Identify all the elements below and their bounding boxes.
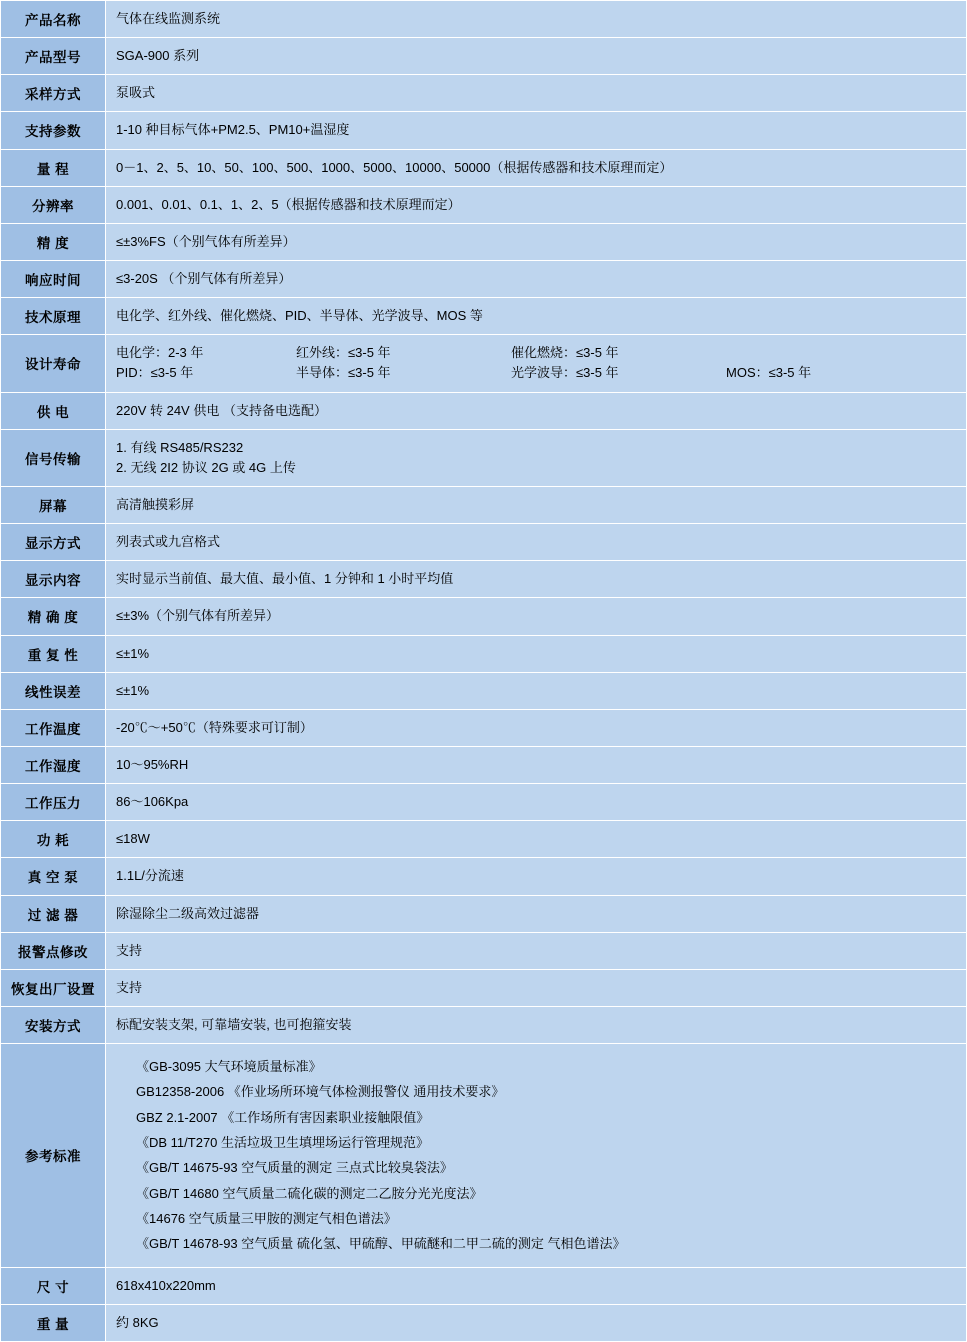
standard-item: 《14676 空气质量三甲胺的测定气相色谱法》 <box>136 1211 397 1227</box>
row-value-design-lifespan <box>106 335 967 392</box>
row-value-working-temperature: -20℃～+50℃（特殊要求可订制） <box>106 709 967 746</box>
table-row <box>1 38 967 75</box>
table-row <box>1 932 967 969</box>
row-value-power-supply: 220V 转 24V 供电 （支持备电选配） <box>106 392 967 429</box>
table-row <box>1 1304 967 1341</box>
signal-transmission-line-1: 1. 有线 RS485/RS232 <box>116 439 244 455</box>
row-label-power-supply: 供 电 <box>1 392 106 429</box>
lifespan-optical-waveguide: 光学波导：≤3-5 年 <box>511 365 619 381</box>
table-row <box>1 969 967 1006</box>
table-row <box>1 1267 967 1304</box>
row-label-working-temperature: 工作温度 <box>1 709 106 746</box>
row-label-supported-parameters: 支持参数 <box>1 112 106 149</box>
table-row <box>1 392 967 429</box>
table-row <box>1 186 967 223</box>
table-row <box>1 524 967 561</box>
row-value-weight: 约 8KG <box>106 1304 967 1341</box>
table-row <box>1 746 967 783</box>
row-value-precision: ≤±3%（个别气体有所差异） <box>106 598 967 635</box>
signal-transmission-line-2: 2. 无线 2I2 协议 2G 或 4G 上传 <box>116 459 296 475</box>
lifespan-pid: PID：≤3-5 年 <box>116 365 194 381</box>
table-row <box>1 223 967 260</box>
row-value-working-humidity: 10～95%RH <box>106 746 967 783</box>
table-row <box>1 858 967 895</box>
table-row <box>1 1006 967 1043</box>
table-row <box>1 335 967 392</box>
row-value-range: 0－1、2、5、10、50、100、500、1000、5000、10000、50000（根据传感器和技术原理而定） <box>106 149 967 186</box>
row-label-product-model: 产品型号 <box>1 38 106 75</box>
table-row <box>1 298 967 335</box>
spec-table-body <box>1 1 967 1342</box>
table-row <box>1 709 967 746</box>
lifespan-grid <box>116 343 956 383</box>
lifespan-row <box>116 363 956 383</box>
row-label-power-consumption: 功 耗 <box>1 821 106 858</box>
table-row <box>1 672 967 709</box>
row-value-reference-standards <box>106 1044 967 1268</box>
row-value-power-consumption: ≤18W <box>106 821 967 858</box>
standard-item: 《GB-3095 大气环境质量标准》 <box>136 1059 322 1075</box>
standard-item: 《GB/T 14675-93 空气质量的测定 三点式比较臭袋法》 <box>136 1160 453 1176</box>
table-row <box>1 561 967 598</box>
row-label-product-name: 产品名称 <box>1 1 106 38</box>
row-value-display-content: 实时显示当前值、最大值、最小值、1 分钟和 1 小时平均值 <box>106 561 967 598</box>
row-label-alarm-point-modification: 报警点修改 <box>1 932 106 969</box>
table-row <box>1 75 967 112</box>
table-row <box>1 635 967 672</box>
lifespan-mos: MOS：≤3-5 年 <box>726 365 812 381</box>
row-value-accuracy: ≤±3%FS（个别气体有所差异） <box>106 223 967 260</box>
row-value-factory-reset: 支持 <box>106 969 967 1006</box>
table-row <box>1 598 967 635</box>
row-value-product-name: 气体在线监测系统 <box>106 1 967 38</box>
table-row <box>1 429 967 486</box>
row-label-working-pressure: 工作压力 <box>1 784 106 821</box>
table-row <box>1 895 967 932</box>
row-value-filter: 除湿除尘二级高效过滤器 <box>106 895 967 932</box>
row-value-screen: 高清触摸彩屏 <box>106 486 967 523</box>
row-label-reference-standards: 参考标准 <box>1 1044 106 1268</box>
row-label-screen: 屏幕 <box>1 486 106 523</box>
row-label-technical-principle: 技术原理 <box>1 298 106 335</box>
row-value-vacuum-pump: 1.1L/分流速 <box>106 858 967 895</box>
row-value-alarm-point-modification: 支持 <box>106 932 967 969</box>
row-label-filter: 过 滤 器 <box>1 895 106 932</box>
standard-item: 《GB/T 14680 空气质量二硫化碳的测定二乙胺分光光度法》 <box>136 1185 483 1201</box>
standard-item: GBZ 2.1-2007 《工作场所有害因素职业接触限值》 <box>136 1109 430 1125</box>
table-row <box>1 821 967 858</box>
standard-item: 《GB/T 14678-93 空气质量 硫化氢、甲硫醇、甲硫醚和二甲二硫的测定 气相色谱法》 <box>136 1236 626 1252</box>
row-value-display-mode: 列表式或九宫格式 <box>106 524 967 561</box>
row-value-product-model: SGA-900 系列 <box>106 38 967 75</box>
table-row <box>1 149 967 186</box>
row-value-linearity-error: ≤±1% <box>106 672 967 709</box>
row-value-working-pressure: 86～106Kpa <box>106 784 967 821</box>
row-label-linearity-error: 线性误差 <box>1 672 106 709</box>
table-row <box>1 784 967 821</box>
row-label-design-lifespan: 设计寿命 <box>1 335 106 392</box>
row-label-signal-transmission: 信号传输 <box>1 429 106 486</box>
row-value-supported-parameters: 1-10 种目标气体+PM2.5、PM10+温湿度 <box>106 112 967 149</box>
row-value-response-time: ≤3-20S （个别气体有所差异） <box>106 260 967 297</box>
row-value-installation-method: 标配安装支架, 可靠墙安装, 也可抱箍安装 <box>106 1006 967 1043</box>
lifespan-row <box>116 343 956 363</box>
standard-item: 《DB 11/T270 生活垃圾卫生填埋场运行管理规范》 <box>136 1135 430 1151</box>
row-value-technical-principle: 电化学、红外线、催化燃烧、PID、半导体、光学波导、MOS 等 <box>106 298 967 335</box>
row-label-weight: 重 量 <box>1 1304 106 1341</box>
row-label-dimensions: 尺 寸 <box>1 1267 106 1304</box>
row-label-range: 量 程 <box>1 149 106 186</box>
row-label-response-time: 响应时间 <box>1 260 106 297</box>
table-row <box>1 260 967 297</box>
row-label-installation-method: 安装方式 <box>1 1006 106 1043</box>
row-value-signal-transmission <box>106 429 967 486</box>
lifespan-infrared: 红外线：≤3-5 年 <box>296 345 391 361</box>
row-label-display-content: 显示内容 <box>1 561 106 598</box>
table-row <box>1 1044 967 1268</box>
lifespan-electrochemical: 电化学：2-3 年 <box>116 345 204 361</box>
row-label-repeatability: 重 复 性 <box>1 635 106 672</box>
table-row <box>1 112 967 149</box>
row-label-vacuum-pump: 真 空 泵 <box>1 858 106 895</box>
table-row <box>1 1 967 38</box>
row-label-sampling-method: 采样方式 <box>1 75 106 112</box>
row-value-resolution: 0.001、0.01、0.1、1、2、5（根据传感器和技术原理而定） <box>106 186 967 223</box>
lifespan-semiconductor: 半导体：≤3-5 年 <box>296 365 391 381</box>
row-value-repeatability: ≤±1% <box>106 635 967 672</box>
table-row <box>1 486 967 523</box>
row-label-working-humidity: 工作湿度 <box>1 746 106 783</box>
row-label-accuracy: 精 度 <box>1 223 106 260</box>
row-label-precision: 精 确 度 <box>1 598 106 635</box>
standard-item: GB12358-2006 《作业场所环境气体检测报警仪 通用技术要求》 <box>136 1084 505 1100</box>
lifespan-catalytic: 催化燃烧：≤3-5 年 <box>511 345 619 361</box>
row-value-sampling-method: 泵吸式 <box>106 75 967 112</box>
row-value-dimensions: 618x410x220mm <box>106 1267 967 1304</box>
row-label-display-mode: 显示方式 <box>1 524 106 561</box>
row-label-resolution: 分辨率 <box>1 186 106 223</box>
row-label-factory-reset: 恢复出厂设置 <box>1 969 106 1006</box>
